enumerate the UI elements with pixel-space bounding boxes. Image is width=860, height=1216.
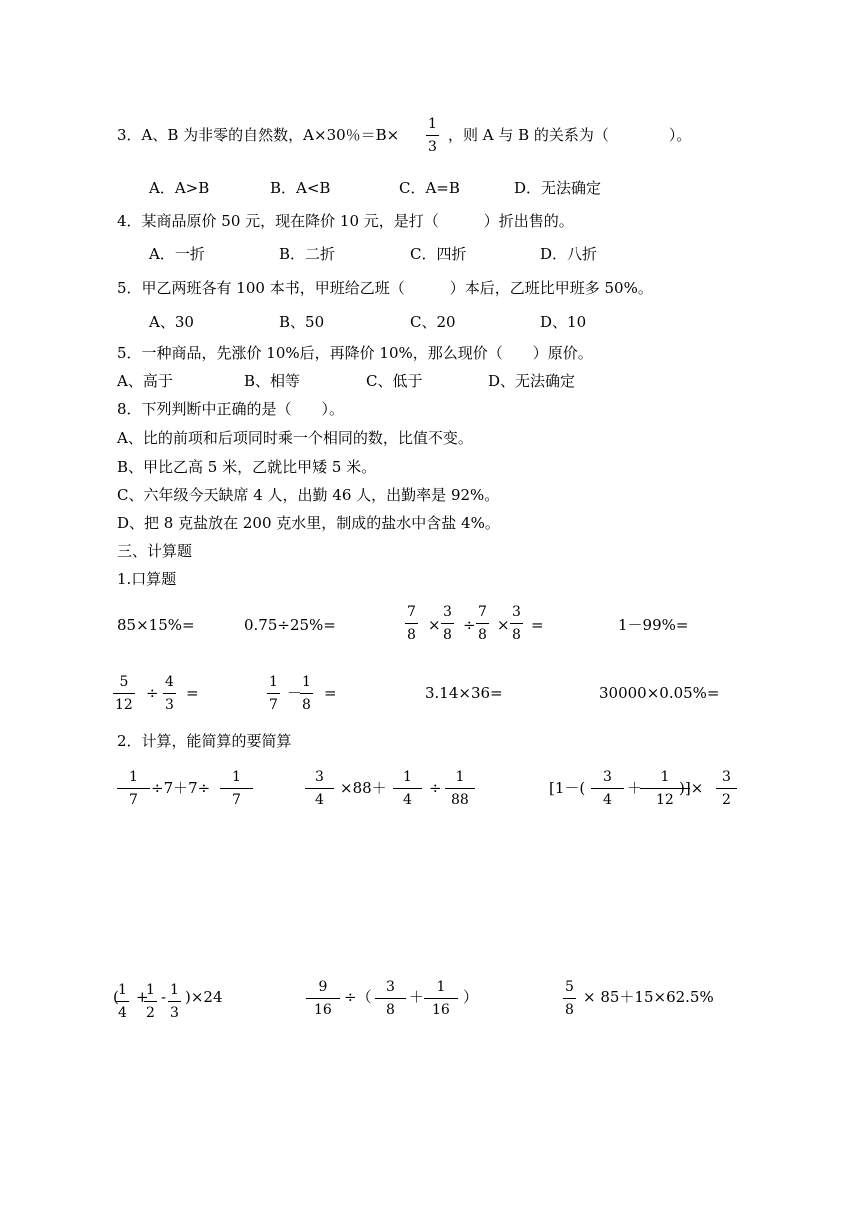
equals: = — [324, 684, 337, 702]
calc-op: )×24 — [185, 988, 223, 1006]
option-b: B．A<B — [270, 179, 331, 197]
oral-title: 1.口算题 — [117, 570, 177, 588]
section-heading: 三、计算题 — [117, 542, 193, 560]
calc-op: )]× — [679, 779, 704, 797]
option-a: A．A>B — [149, 179, 210, 197]
operator: × — [428, 616, 441, 634]
fraction: $\frac{3}{8}$ — [443, 604, 452, 643]
option-c: C、六年级今天缺席 4 人，出勤 46 人，出勤率是 92%。 — [117, 486, 500, 504]
option-c: C、低于 — [366, 372, 423, 390]
oral-expr-7: 3.14×36= — [425, 684, 503, 702]
calc-op: ÷ — [429, 779, 442, 797]
fraction: $\frac{7}{8}$ — [407, 604, 416, 643]
option-b: B、50 — [279, 313, 325, 331]
equals: = — [531, 616, 544, 634]
oral-expr-8: 30000×0.05%= — [599, 684, 720, 702]
option-c: C、20 — [410, 313, 456, 331]
question-3-text-b: ，则 A 与 B 的关系为（ ）。 — [448, 126, 692, 144]
fraction: $\frac{1}{12}$ — [640, 770, 690, 807]
fraction: $\frac{1}{8}$ — [302, 674, 311, 713]
question-5a-text: 5．甲乙两班各有 100 本书，甲班给乙班（ ）本后，乙班比甲班多 50%。 — [117, 279, 653, 297]
oral-expr-1: 85×15%= — [117, 616, 195, 634]
fraction: $\frac{1}{88}$ — [445, 770, 475, 807]
fraction: $\frac{1}{3}$ — [428, 116, 437, 155]
oral-expr-4: 1－99%= — [618, 616, 689, 634]
operator: × — [497, 616, 510, 634]
calc-op: × 85＋15×62.5% — [583, 988, 714, 1006]
fraction: $\frac{1}{4}$ — [118, 982, 127, 1021]
option-b: B、相等 — [244, 372, 301, 390]
fraction: $\frac{1}{3}$ — [170, 982, 179, 1021]
option-d: D、10 — [540, 313, 587, 331]
fraction: $\frac{1}{4}$ — [393, 770, 422, 807]
fraction: $\frac{3}{4}$ — [305, 770, 334, 807]
calc-op: ×88＋ — [340, 779, 387, 797]
calc-op: + — [136, 988, 149, 1006]
fraction: $\frac{1}{7}$ — [220, 770, 253, 807]
calc-op: [1－( — [549, 779, 586, 797]
operator: ÷ — [463, 616, 476, 634]
option-c: C．四折 — [410, 245, 467, 263]
option-d: D、把 8 克盐放在 200 克水里，制成的盐水中含盐 4%。 — [117, 514, 500, 532]
option-a: A．一折 — [149, 245, 205, 263]
question-4-text: 4．某商品原价 50 元，现在降价 10 元，是打（ ）折出售的。 — [117, 212, 574, 230]
option-c: C．A=B — [399, 179, 460, 197]
calc-op: ÷7＋7÷ — [151, 779, 211, 797]
option-a: A、比的前项和后项同时乘一个相同的数，比值不变。 — [117, 429, 473, 447]
calc-op: - — [161, 988, 167, 1006]
question-3-text-a: 3．A、B 为非零的自然数，A×30％＝B× — [117, 126, 400, 144]
option-d: D、无法确定 — [488, 372, 576, 390]
fraction: $\frac{7}{8}$ — [478, 604, 487, 643]
option-d: D．八折 — [540, 245, 598, 263]
fraction: $\frac{3}{4}$ — [591, 770, 624, 807]
fraction: $\frac{3}{8}$ — [512, 604, 521, 643]
question-5b-text: 5．一种商品，先涨价 10%后，再降价 10%，那么现价（ ）原价。 — [117, 344, 593, 362]
fraction: $\frac{3}{2}$ — [716, 770, 737, 807]
fraction: $\frac{4}{3}$ — [165, 674, 174, 713]
question-8-text: 8．下列判断中正确的是（ ）。 — [117, 400, 345, 418]
option-b: B、甲比乙高 5 米，乙就比甲矮 5 米。 — [117, 458, 377, 476]
calc-op: ＋ — [409, 988, 425, 1006]
option-a: A、高于 — [117, 372, 173, 390]
fraction: $\frac{5}{12}$ — [115, 674, 133, 713]
fraction: $\frac{1}{7}$ — [269, 674, 278, 713]
fraction: $\frac{1}{2}$ — [146, 982, 155, 1021]
fraction: $\frac{1}{16}$ — [424, 980, 458, 1017]
fraction: $\frac{3}{8}$ — [375, 980, 406, 1017]
calc-title: 2．计算，能简算的要简算 — [117, 732, 292, 750]
equals: = — [186, 684, 199, 702]
operator: － — [287, 684, 303, 702]
operator: ÷ — [146, 684, 159, 702]
option-a: A、30 — [149, 313, 194, 331]
option-d: D．无法确定 — [514, 179, 602, 197]
fraction: $\frac{1}{7}$ — [117, 770, 150, 807]
calc-op: ( — [113, 988, 119, 1006]
oral-expr-2: 0.75÷25%= — [244, 616, 336, 634]
option-b: B．二折 — [279, 245, 336, 263]
calc-op: ） — [463, 988, 479, 1006]
fraction: $\frac{9}{16}$ — [306, 980, 340, 1017]
calc-op: ＋ — [627, 779, 643, 797]
calc-op: ÷（ — [344, 988, 372, 1006]
fraction: $\frac{5}{8}$ — [565, 979, 574, 1018]
